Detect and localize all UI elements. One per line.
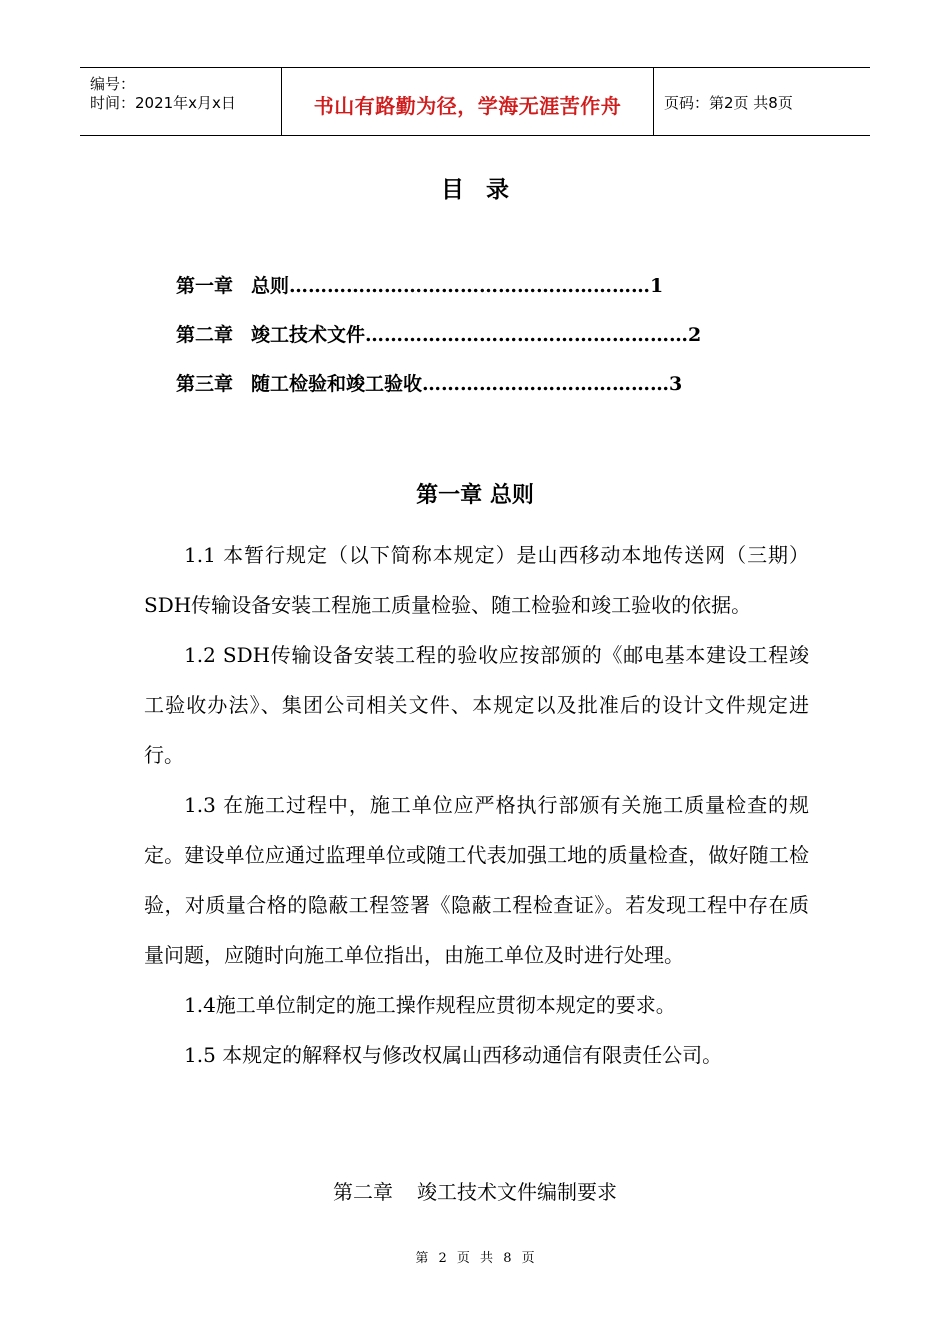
chapter-2-heading <box>0 1176 950 1205</box>
toc-chapter: 第一章 <box>176 275 234 297</box>
paragraph: 1.3 在施工过程中，施工单位应严格执行部颁有关施工质量检查的规定。建设单位应通过监理单位或随工代表加强工地的质量检查，做好随工检验，对质量合格的隐蔽工程签署《隐蔽工程检查证》。若发现工程中存在质量问题，应随时向施工单位指出，由施工单位及时进行处理。 <box>144 793 809 967</box>
paragraph: 1.1 本暂行规定（以下简称本规定）是山西移动本地传送网（三期）SDH传输设备安装工程施工质量检验、随工检验和竣工验收的依据。 <box>144 543 809 617</box>
chapter-1-body <box>144 530 809 1080</box>
paragraph: 1.2 SDH传输设备安装工程的验收应按部颁的《邮电基本建设工程竣工验收办法》、集团公司相关文件、本规定以及批准后的设计文件规定进行。 <box>144 643 809 767</box>
toc-item[interactable] <box>176 271 663 298</box>
chapter-1-title: 第一章 总则 <box>416 483 534 508</box>
toc-title: 目录 <box>441 177 531 203</box>
toc-leader-dots: …………………………………………… <box>365 324 689 346</box>
chapter-2-title: 竣工技术文件编制要求 <box>417 1180 617 1204</box>
motto: 书山有路勤为径，学海无涯苦作舟 <box>313 94 622 118</box>
toc-item-title: 总则 <box>251 275 290 297</box>
toc-leader-dots: ………………………………… <box>422 373 670 395</box>
chapter-2-number: 第二章 <box>333 1180 393 1204</box>
header-table <box>80 67 870 136</box>
header-info-cell <box>80 68 282 135</box>
toc-page-number: 2 <box>688 324 702 346</box>
toc-page-number: 1 <box>650 275 664 297</box>
time-label: 时间：2021年x月x日 <box>90 94 236 112</box>
page-footer: 第 2 页 共 8 页 <box>415 1251 535 1266</box>
toc-leader-dots: ………………………………………………… <box>289 275 651 297</box>
paragraph: 1.4施工单位制定的施工操作规程应贯彻本规定的要求。 <box>184 993 676 1017</box>
toc-item[interactable] <box>176 369 682 396</box>
toc-item[interactable] <box>176 320 701 347</box>
toc-chapter: 第三章 <box>176 373 234 395</box>
header-page-cell <box>654 68 870 135</box>
toc-page-number: 3 <box>669 373 683 395</box>
header-motto-cell <box>282 68 654 135</box>
page-info: 页码：第2页 共8页 <box>664 94 793 112</box>
toc-item-title: 随工检验和竣工验收 <box>251 373 423 395</box>
serial-label: 编号： <box>90 75 136 93</box>
toc-item-title: 竣工技术文件 <box>251 324 366 346</box>
toc-chapter: 第二章 <box>176 324 234 346</box>
paragraph: 1.5 本规定的解释权与修改权属山西移动通信有限责任公司。 <box>184 1043 723 1067</box>
